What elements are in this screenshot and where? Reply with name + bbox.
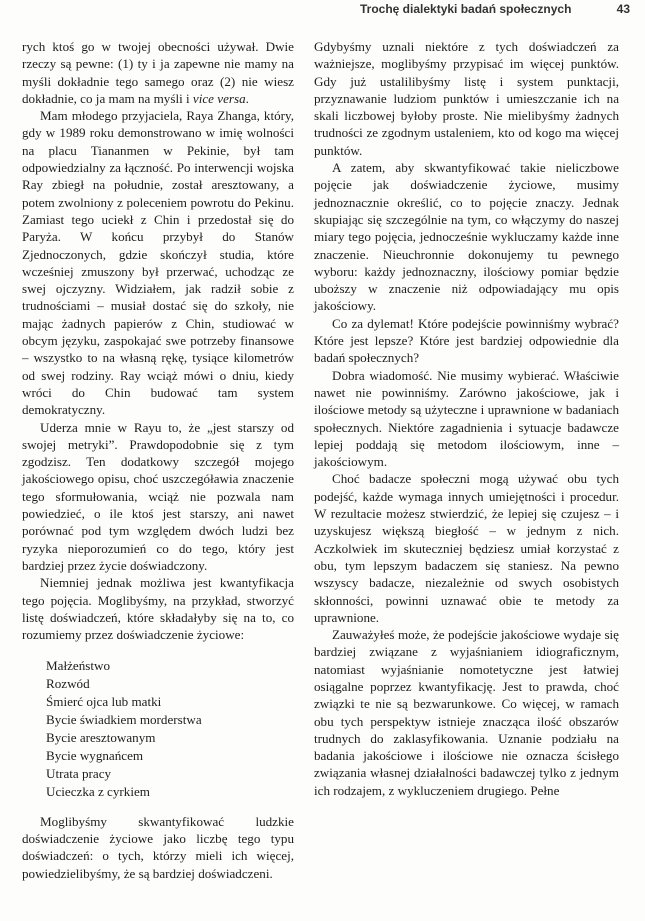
- list-item: Ucieczka z cyrkiem: [46, 783, 150, 799]
- paragraph: Mam młodego przyjaciela, Raya Zhanga, który, gdy w 1989 roku demonstrowano w imię wolności na placu Tiananmen w Pekinie, był tam odpowiedzialny za łączność. Po interwencji wojska Ray zbiegł na południe, został aresztowany, a potem zwolniony z poleceniem powrotu do Pekinu. Zamiast tego uciekł z Chin i przedostał się do Paryża. W końcu przybył do Stanów Zjednoczonych, gdzie skończył studia, które wcześniej zmuszony był przerwać, uchodząc ze swej ojczyzny. Widziałem, jak radził sobie z trudnościami – musiał dostać się do szkoły, nie mając żadnych papierów z Chin, studiować w obcym języku, zaspokajać swe potrzeby finansowe – wszystko to na własną rękę, tysiące kilometrów od swej rodziny. Ray wciąż mówi o dniu, kiedy wróci do Chin budować tam system demokratyczny.: [22, 108, 294, 418]
- list-item: Bycie świadkiem morderstwa: [46, 712, 202, 728]
- paragraph: Niemniej jednak możliwa jest kwantyfikacja tego pojęcia. Moglibyśmy, na przykład, stworzyć listę doświadczeń, które składałyby się na to, co rozumiemy przez doświadczenie życiowe:: [22, 575, 294, 643]
- running-header: [360, 2, 630, 20]
- list-item: Bycie aresztowanym: [46, 730, 156, 746]
- italic-phrase: vice versa: [192, 90, 246, 106]
- paragraph: A zatem, aby skwantyfikować takie nieliczbowe pojęcie jak doświadczenie życiowe, musimy jednoznacznie określić, co to pojęcie znaczy. Jednak skupiając się szczególnie na tym, co włączymy do naszej miary tego pojęcia, jednocześnie wykluczamy każde inne znaczenie. Nieuchronnie dokonujemy tu pewnego wyboru: każdy jednoznaczny, ilościowy pomiar będzie uboższy w znaczenie niż odpowiadający mu opis jakościowy.: [314, 160, 619, 314]
- list-item: Rozwód: [46, 676, 90, 692]
- paragraph: Moglibyśmy skwantyfikować ludzkie doświadczenie życiowe jako liczbę tego typu doświadczeń: o tych, którzy mieli ich więcej, powiedzielibyśmy, że są bardziej doświadczeni.: [22, 813, 294, 881]
- list-item: Śmierć ojca lub matki: [46, 694, 162, 710]
- paragraph: Dobra wiadomość. Nie musimy wybierać. Właściwie nawet nie powinniśmy. Zarówno jakościowe, jak i ilościowe metody są użyteczne i uprawnione w badaniach społecznych. Niektóre zagadnienia i sytuacje badawcze lepiej poddają się metodom ilościowym, inne – jakościowym.: [314, 367, 619, 470]
- paragraph: rych ktoś go w twojej obecności używał. Dwie rzeczy są pewne: (1) ty i ja zapewne nie mamy na myśli dokładnie tego samego oraz (2) nie wiesz dokładnie, co ja mam na myśli i vice versa.: [22, 39, 294, 106]
- list-item: Bycie wygnańcem: [46, 747, 144, 763]
- running-title: Trochę dialektyki badań społecznych: [360, 2, 572, 16]
- list-item: Małżeństwo: [46, 658, 110, 674]
- experience-list: [46, 657, 294, 800]
- paragraph: Zauważyłeś może, że podejście jakościowe wydaje się bardziej związane z wyjaśnianiem idiograficznym, natomiast wyjaśnianie nomotetyczne jest łatwiej osiągalne poprzez kwantyfikację. Jest to prawda, choć związki te nie są bezwarunkowe. Co więcej, w ramach obu tych perspektyw istnieje znacząca ilość obszarów trudnych do zaklasyfikowania. Uznanie podziału na badania jakościowe i ilościowe nie oznacza ścisłego związania własnej działalności badawczej tylko z jednym ich rodzajem, z wykluczeniem drugiego. Pełne: [314, 627, 619, 798]
- page-number: 43: [616, 2, 630, 16]
- paragraph: Gdybyśmy uznali niektóre z tych doświadczeń za ważniejsze, moglibyśmy przypisać im więcej punktów. Gdy już ustalilibyśmy listę i system punktacji, przyznawanie ludziom punktów i umieszczanie ich na skali liczbowej byłoby proste. Nie mielibyśmy żadnych trudności ze zgodnym ustaleniem, kto od kogo ma więcej punktów.: [314, 39, 619, 158]
- paragraph: Co za dylemat! Które podejście powinniśmy wybrać? Które jest lepsze? Które jest bardziej odpowiednie dla badań społecznych?: [314, 315, 619, 366]
- list-item: Utrata pracy: [46, 765, 112, 781]
- paragraph: Uderza mnie w Rayu to, że „jest starszy od swojej metryki”. Prawdopodobnie się z tym zgodzisz. Ten dodatkowy szczegół mojego jakościowego opisu, choć uszczegóławia znaczenie tego sformułowania, wciąż nie pozwala nam powiedzieć, o ile ktoś jest starszy, ani nawet porównać pod tym względem dwóch ludzi bez ryzyka nieporozumień co do tego, który jest bardziej przez życie doświadczony.: [22, 419, 294, 573]
- paragraph: Choć badacze społeczni mogą używać obu tych podejść, każde wymaga innych umiejętności i procedur. W rezultacie możesz stwierdzić, że lepiej się czujesz – i uzyskujesz większą biegłość – w jednym z nich. Aczkolwiek im skuteczniej będziesz umiał korzystać z obu, tym lepszym badaczem się staniesz. Na pewno wszyscy badacze, niezależnie od swych osobistych skłonności, powinni uznawać obie te metody za uprawnione.: [314, 471, 619, 625]
- left-column: [22, 38, 294, 882]
- right-column: [314, 38, 619, 799]
